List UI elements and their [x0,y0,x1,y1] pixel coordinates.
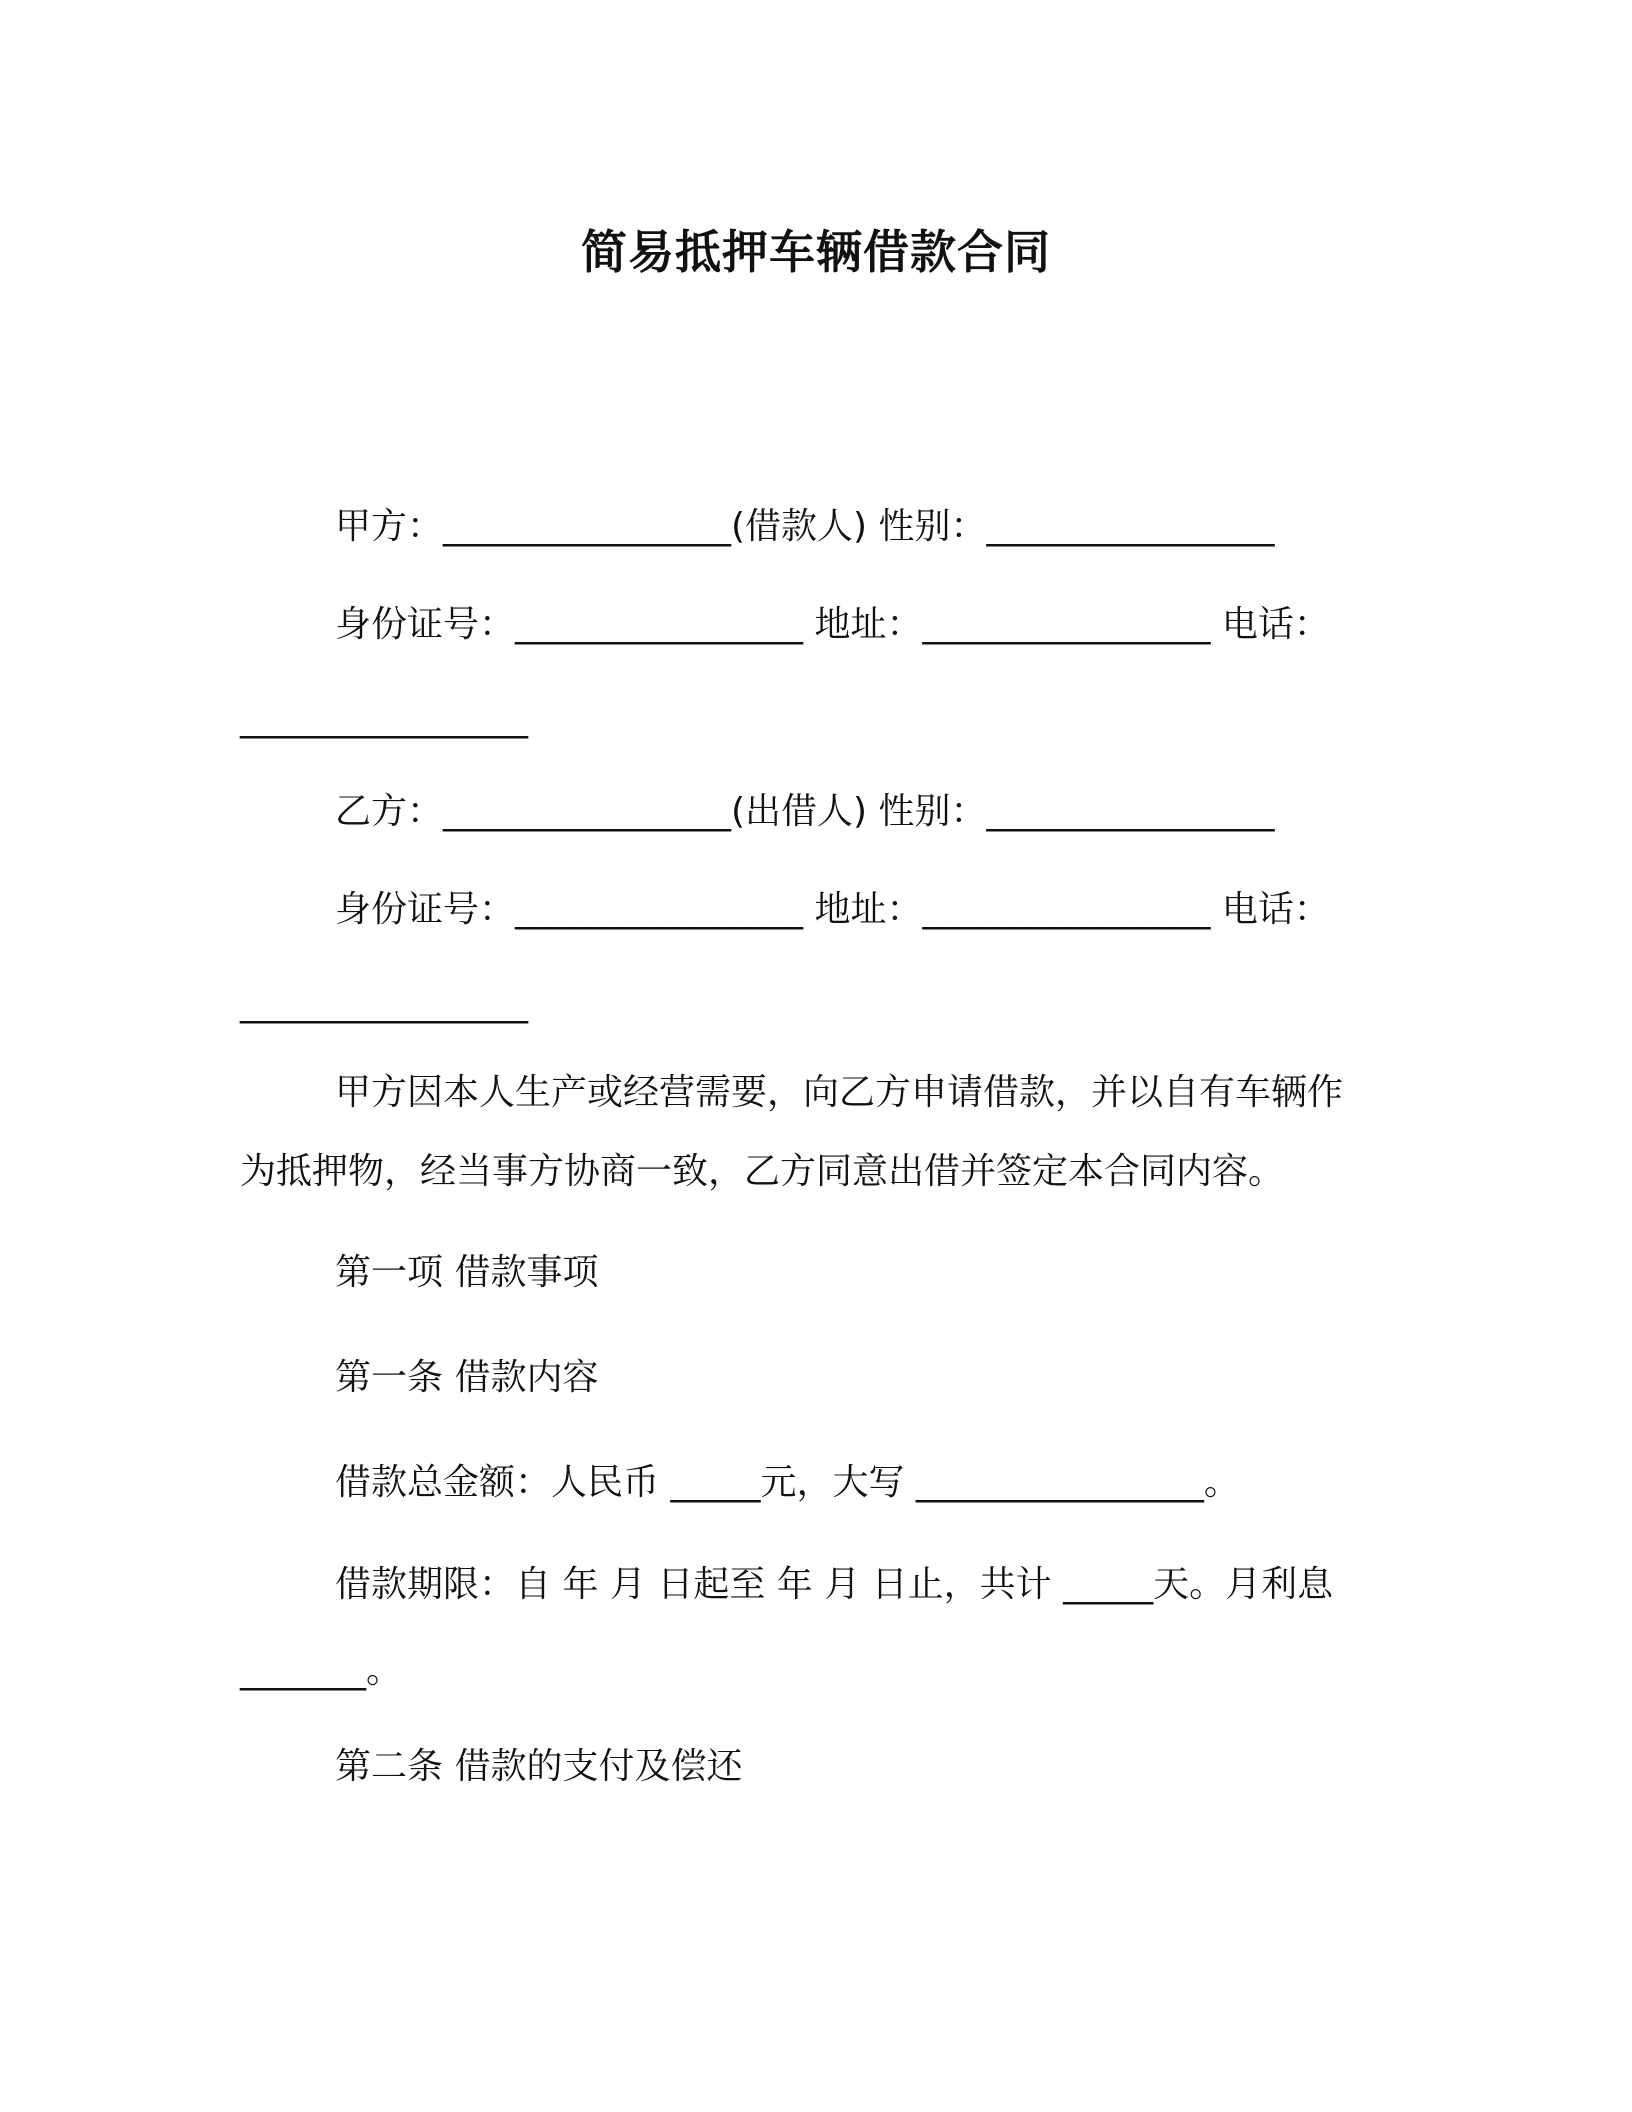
loan-amount-line: 借款总金额：人民币 _____元，大写 ________________。 [335,1462,1240,1503]
preamble-line-1: 甲方因本人生产或经营需要，向乙方申请借款，并以自有车辆作 [335,1072,1344,1113]
section-heading: 第一项 借款事项 [335,1252,599,1293]
party-a-id-address-phone: 身份证号：________________ 地址：________________ 电话： [335,604,1330,645]
party-a-phone-blank: ________________ [240,698,528,739]
party-a-name-gender: 甲方：________________(借款人) 性别：________________ [335,506,1275,547]
document-title: 简易抵押车辆借款合同 [581,225,1051,279]
loan-term-line: 借款期限：自 年 月 日起至 年 月 日止，共计 _____天。月利息 [335,1564,1334,1605]
party-b-id-address-phone: 身份证号：________________ 地址：________________ 电话： [335,889,1330,930]
article-heading-1: 第一条 借款内容 [335,1357,599,1398]
party-b-name-gender: 乙方：________________(出借人) 性别：________________ [335,791,1275,832]
monthly-interest-blank: _______。 [240,1650,403,1691]
preamble-line-2: 为抵押物，经当事方协商一致，乙方同意出借并签定本合同内容。 [240,1151,1285,1192]
party-b-phone-blank: ________________ [240,983,528,1024]
article-heading-2: 第二条 借款的支付及偿还 [335,1746,743,1787]
